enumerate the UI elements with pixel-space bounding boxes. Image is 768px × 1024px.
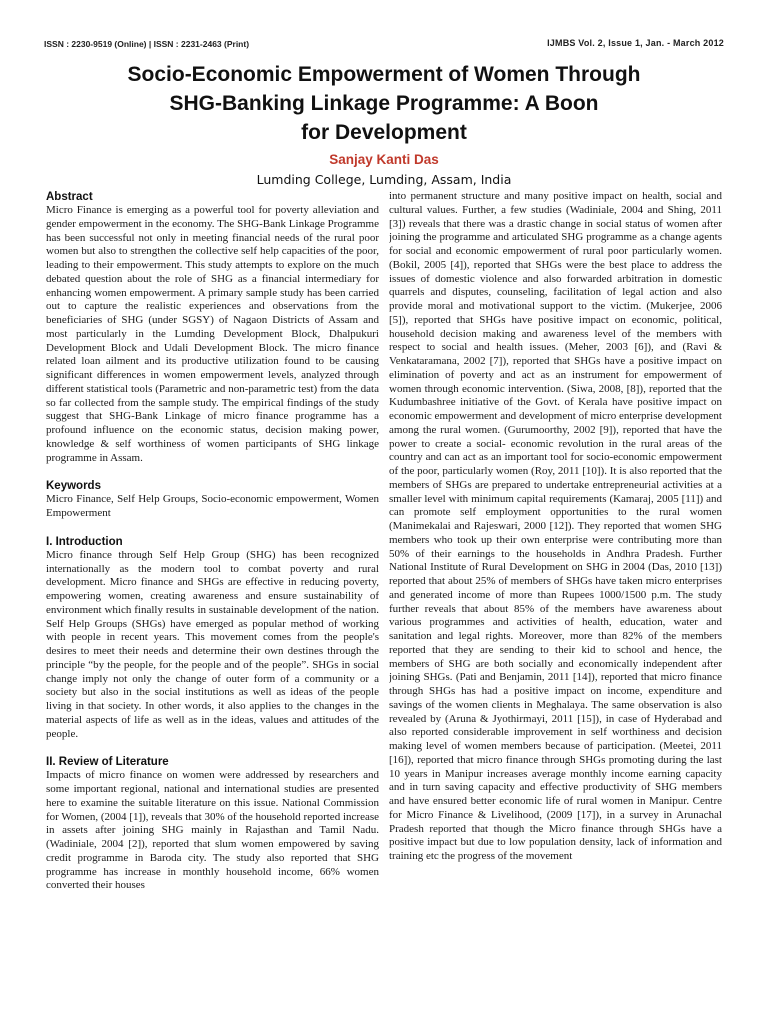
spacer: [46, 741, 379, 755]
issn-line: ISSN : 2230-9519 (Online) | ISSN : 2231-2463 (Print): [44, 39, 250, 49]
abstract-heading: Abstract: [46, 191, 93, 203]
abstract-text: Micro Finance is emerging as a powerful tool for poverty alleviation and gender empowerment in the economy. The SHG-Bank Linkage Programme has been successful not only in meeting financial needs of the rural poor women but also to strengthen the collective self help capacities of the poor, leading to their empowerment. This study attempts to explore on the much debated question about the role of SHG as a financial intermediary for enhancing women empowerment. A primary sample study has been carried out to capture the realistic experiences and observations from the beneficiaries of SHG (under SGSY) of Nagaon Districts of Assam and most particularly in the Lumding Development Block, Dhalpukuri Development Block and Udali Development Block. The micro finance related loan ailment and its productive utilization found to be causing significant differences in women empowerment levels, analyzed through different statistical tools (Parametric and non-parametric test) from the data so far collected from the sample study. The empirical findings of the study suggest that SHG-Bank Linkage of micro finance programme has a profound influence on the economic status, decision making power, knowledge & self worthiness of women participants of SHG linkage programme in Assam.: [46, 204, 379, 464]
paper-title: [40, 60, 728, 147]
keywords-heading: Keywords: [46, 480, 101, 493]
author-affiliation: Lumding College, Lumding, Assam, India: [256, 172, 512, 187]
introduction-text: Micro finance through Self Help Group (SHG) has been recognized internationally as the modern tool to combat poverty and rural development. Micro finance and SHGs are effective in reducing poverty, empowering women, creating awareness and ensure sustainability of environment which finally results in sustainable development of the nation. Self Help Groups (SHGs) have emerged as popular method of working with people in recent years. This movement comes from the people's desires to meet their needs and determine their own destines through the principle “by the people, for the people and of the people”. SHGs in social change imply not only the change of outer form of a community or a society but also in the social institutions as well as ideas of the people living in that society. In other words, it also applies to the changes in the material aspects of life as well as in the ideas, values and attitudes of the people.: [46, 548, 379, 740]
spacer: [46, 465, 379, 479]
title-line-2: SHG-Banking Linkage Programme: A Boon: [169, 92, 599, 115]
review-continued-text: into permanent structure and many positive impact on health, social and cultural values. Further, a few studies (Wadiniale, 2004 and Shing, 2011 [3]) reveals that there was a drastic change in social status of women after joining the programme and articulated SHG programme as a change agents for social and economic empowerment of rural poor particularly women. (Bokil, 2005 [4]), reported that SHGs were the best place to address the issues of domestic violence and also forwarded arbitration in domestic quarrels and disputes, counseling, facilitation of legal action and also provide moral and motivational support to the victim. (Mukerjee, 2006 [5]), reported that SHGs have positive impact on economic, political, household decision making and awareness level of the members with respect to social and health issues. (Meher, 2003 [6]), and (Ravi & Venkataramana, 2002 [7]), reported that SHGs have a positive impact on elimination of poverty and act as an instrument for empowerment of women through economic intervention. (Siwa, 2008, [8]), reported that the Kudumbashree initiative of the Govt. of Kerala have positive impact on economic empowerment and development of micro enterprise development among the rural women. (Gurumoorthy, 2002 [9]), reported that have the power to create a social- economic revolution in the rural areas of the country and can act as an important tool for socio-economic empowerment of the poor, particularly women (Roy, 2011 [10]). It is also reported that the members of SHGs are prepared to undertake entrepreneurial activities at a smaller level with minimum capital requirements (Kamaraj, 2005 [11]) and can promote self employment opportunities to the rural women (Manimekalai and Rajeswari, 2000 [12]). They reported that women SHG members who took up their own enterprise were contributing more than 50% of their earnings to the households in Andhra Pradesh. Further National Institute of Rural Development on SHG in 2004 (Das, 2010 [13]) reported that about 25% of members of SHGs have taken micro enterprises and generated income of more than Rupees 1000/1500 p.m. The study further reveals that about 85% of the members have awareness about various programmes and activities of health, education, water and sanitation and legal rights. Moreover, more than 82% of the members reported that they are sending to their kid to school and hence, the members of SHG are both socially and economically independent after joining SHGs. (Pati and Benjamin, 2011 [14]), reported that micro finance through SHGs has had a positive impact on income, expenditure and savings of the women clients in Meghalaya. The same observation is also revealed by (Aruna & Jyothirmayi, 2011 [15]), in case of Hyderabad and also reported considerable improvement in self worthiness and decision making level of women members because of participation. (Meetei, 2011 [16]), reported that micro finance through SHGs promoting during the last 10 years in Manipur increases average monthly income earning capacity and in turn saving capacity and effective productivity of SHG members and have ensured better economic life of rural women in Manipur. Centre for Micro Finance & Livelihood, (2009 [17]), in a survey in Arunachal Pradesh reported that though the Micro finance through SHGs have a positive impact but due to low population density, lack of information and training etc the progress of the movement: [389, 190, 722, 862]
title-line-3: for Development: [301, 121, 467, 144]
keywords-text: Micro Finance, Self Help Groups, Socio-economic empowerment, Women Empowerment: [46, 493, 379, 519]
review-text: Impacts of micro finance on women were addressed by researchers and some important regional, national and international studies are presented here to examine the suitable literature on this issue. National Commission for Women, (2004 [1]), reveals that 30% of the household reported increase in assets after joining SHG mainly in Rajasthan and Tamil Nadu. (Wadiniale, 2004 [2]), reported that slum women empowered by saving credit programme in Baroda city. The study also reported that SHG programme has increase in monthly household income, 66% women converted their houses: [46, 769, 379, 892]
author-name: Sanjay Kanti Das: [329, 152, 439, 167]
left-column: [46, 190, 379, 1018]
spacer: [46, 521, 379, 535]
right-column: [389, 190, 722, 1018]
review-heading: II. Review of Literature: [46, 756, 169, 769]
running-header: [44, 36, 724, 52]
journal-citation: IJMBS Vol. 2, Issue 1, Jan. - March 2012: [547, 38, 724, 48]
introduction-heading: I. Introduction: [46, 535, 123, 548]
title-block: [40, 60, 728, 188]
title-line-1: Socio-Economic Empowerment of Women Through: [127, 63, 641, 86]
